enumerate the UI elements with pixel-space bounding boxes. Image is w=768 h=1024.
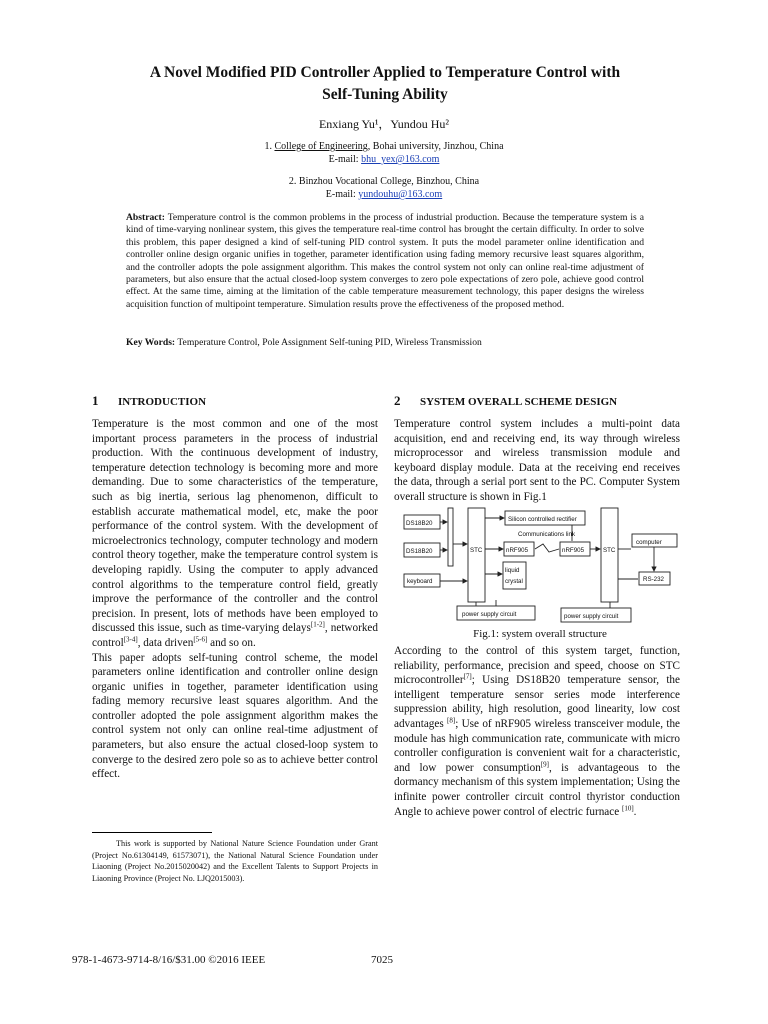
section-1-heading: 1 INTRODUCTION [92, 393, 207, 408]
sensor-bus [448, 508, 453, 566]
fig-stc-right: STC [603, 547, 616, 554]
paper-title: A Novel Modified PID Controller Applied to Temperature Control with Self-Tuning Ability [149, 64, 621, 103]
fig-lcd-line2: crystal [505, 578, 523, 585]
figure-caption: Fig.1: system overall structure [473, 628, 607, 640]
fig-psu-left: power supply circuit [462, 611, 517, 618]
fig-ds18b20-1: DS18B20 [406, 520, 433, 527]
fig-rs232: RS-232 [643, 576, 664, 583]
fig-computer: computer [636, 539, 662, 546]
system-design-paragraph-1: Temperature control system includes a multi-point data acquisition, end and receiving end, its way through wireless microprocessor and wireless transmission module and keyboard display module. Data at the receiving end receives the data, through a serial port sent to the PC. Computer System overall structure is shown in Fig.1 [394, 418, 680, 503]
footnote-rule [92, 832, 212, 833]
fig-stc-left: STC [470, 547, 483, 554]
affiliation-2: 2. Binzhou Vocational College, Binzhou, China E-mail: yundouhu@163.com [288, 176, 480, 200]
intro-paragraph-2: This paper adopts self-tuning control scheme, the model parameters online identification and controller online design organic unifies in together, parameter identification using fading memory recursive least squares algorithm. And the controller adopted the pole assignment algorithm makes the control system not only can online real-time adjustment of parameters, but also ensure the actual closed-loop system to converge to the desired zero pole so as to achieve better control effect. [92, 651, 378, 781]
fig-lcd-line1: liquid [505, 567, 520, 574]
affiliation-1: 1. College of Engineering, Bohai university, Jinzhou, China E-mail: bhu_yex@163.com [264, 141, 504, 165]
fig-nrf-left: nRF905 [506, 547, 529, 554]
abstract: Abstract: Temperature control is the common problems in the process of industrial production. Because the temperature system is a kind of time-varying nonlinear system, this gives the temperature real-time control has brought the certain difficulty. In order to solve this problem, this paper designed a kind of self-tuning PID control system. It puts the model parameter online identification and controller online design organic unifies in together, parameter identification using fading memory recursive least squares algorithm, and the controller adopts the pole assignment algorithm. This makes the control system not only can online real-time adjustment of parameters, but also ensure that the actual closed-loop system converges to zero pole expectations of zero pole, achieve good control effect. At the same time, aiming at the limitation of the cable temperature measurement technology, this paper designs the wireless acquisition function of multipoint temperature. Simulation results prove the effectiveness of the proposed method. [126, 212, 644, 310]
email-link-2[interactable]: yundouhu@163.com [358, 189, 443, 200]
fig-nrf-right: nRF905 [562, 547, 585, 554]
fig-scr: Silicon controlled rectifier [508, 516, 577, 523]
stc-right-box [601, 508, 618, 602]
introduction-body [92, 417, 378, 782]
isbn-copyright: 978-1-4673-9714-8/16/$31.00 ©2016 IEEE [72, 954, 266, 966]
section-2-heading: 2 SYSTEM OVERALL SCHEME DESIGN [394, 393, 618, 408]
footnote: This work is supported by National Nature Science Foundation under Grant (Project No.61304149, 61573071), the National Natural Science Foundation under Liaoning (Project No.2015020042) and the Excellent Talents to Support Projects in Liaoning Province (Project No. LJQ2015003). [92, 839, 378, 883]
stc-left-box [468, 508, 485, 602]
email-link-1[interactable]: bhu_yex@163.com [361, 154, 440, 165]
system-design-paragraph-2: According to the control of this system target, function, reliability, performance, precision and speed, choose on STC microcontroller[7]; Using DS18B20 temperature sensor, the intelligent temperature sensor series mode interference suppression ability, high resolution, good linearity, low cost advantages [8]; Use of nRF905 wireless transceiver module, the module has high communication rate, communicate with micro controller configuration is convenient wait for a characteristic, and low power consumption[9], is advantageous to the dormancy mechanism of this system implementation; Using the infinite power controller circuit control thyristor conduction Angle to achieve power control of electric furnace [10]. [394, 645, 680, 818]
fig-psu-right: power supply circuit [564, 613, 619, 620]
fig-comm-link: Communications link [518, 531, 576, 538]
page-number: 7025 [371, 954, 393, 966]
author-list: Enxiang Yu¹，Yundou Hu² [318, 117, 450, 131]
system-structure-figure [400, 504, 685, 624]
fig-keyboard: keyboard [407, 578, 433, 585]
key-words: Key Words: Temperature Control, Pole Assignment Self-tuning PID, Wireless Transmission [126, 337, 482, 348]
fig-ds18b20-2: DS18B20 [406, 548, 433, 555]
intro-paragraph-1: Temperature is the most common and one of the most important process parameters in the process of industrial production. With the continuous development of industry, temperature detection technology is becoming more and more demanding. Due to some characteristics of the temperature, such as big inertia, serious lag phenomenon, difficult to establish accurate mathematical model, etc, make the poor performance of the control system. With the development of microelectronics technology, computer technology and modern control theory together, make the temperature control system is developing rapidly. Using the computer to apply advanced control algorithms to the temperature control field, greatly improve the performance of the controller and the control precision. In present, lots of methods have been employed to discussed this issue, such as time-varying delays[1-2], networked control[3-4], data driven[5-6] and so on. [92, 418, 378, 649]
